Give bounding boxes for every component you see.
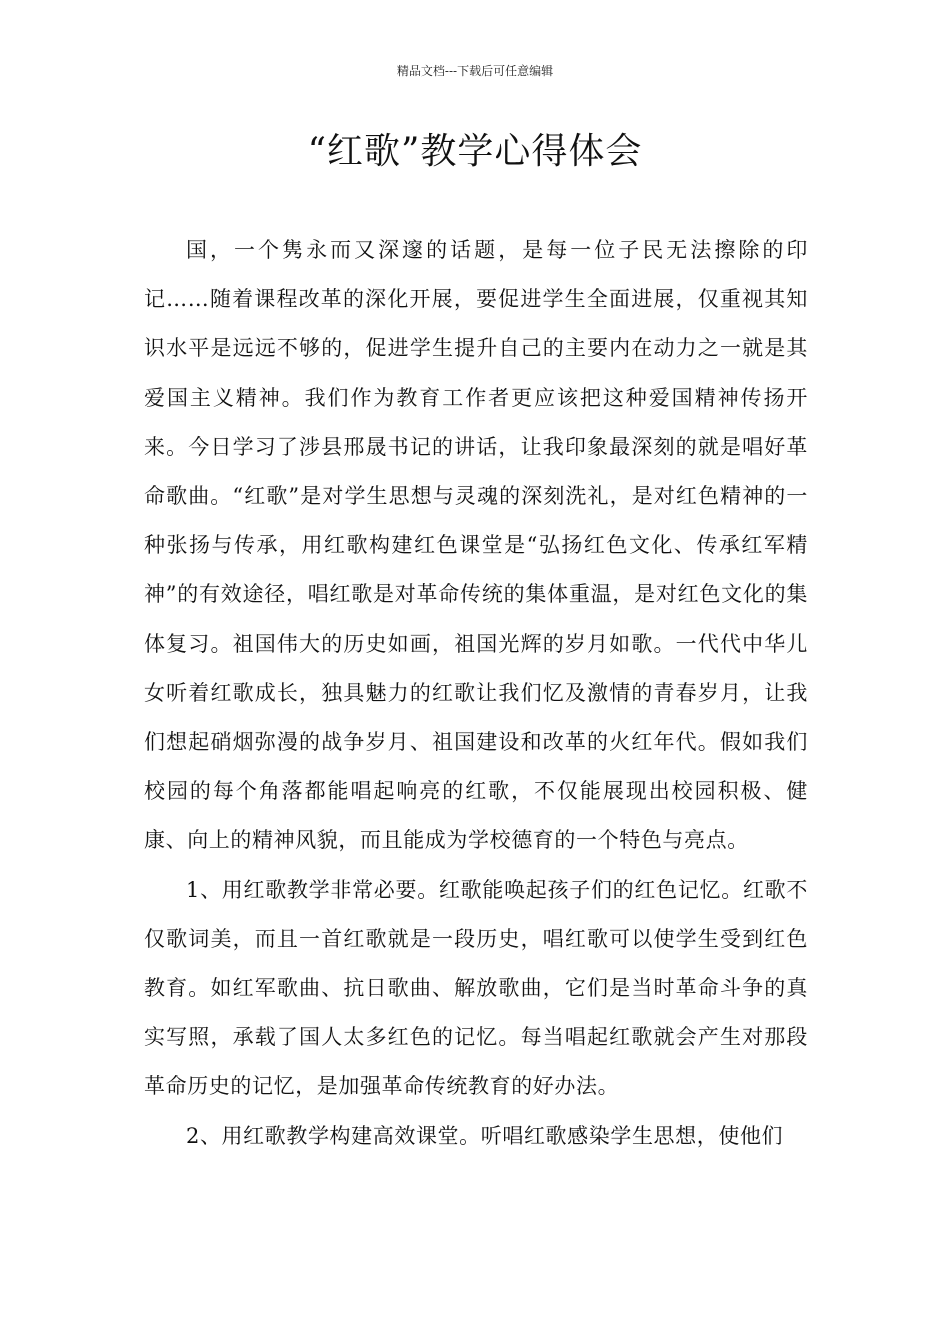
paragraph-point-2: 2、用红歌教学构建高效课堂。听唱红歌感染学生思想，使他们 — [186, 1123, 784, 1148]
document-body — [144, 226, 808, 1161]
paragraph-intro: 国，一个隽永而又深邃的话题，是每一位子民无法擦除的印记……随着课程改革的深化开展，要促进学生全面进展，仅重视其知识水平是远远不够的，促进学生提升自己的主要内在动力之一就是其爱国主义精神。我们作为教育工作者更应该把这种爱国精神传扬开来。今日学习了涉县邢晟书记的讲话，让我印象最深刻的就是唱好革命歌曲。“红歌”是对学生思想与灵魂的深刻洗礼，是对红色精神的一种张扬与传承，用红歌构建红色课堂是“弘扬红色文化、传承红军精神”的有效途径，唱红歌是对革命传统的集体重温，是对红色文化的集体复习。祖国伟大的历史如画，祖国光辉的岁月如歌。一代代中华儿女听着红歌成长，独具魅力的红歌让我们忆及激情的青春岁月，让我们想起硝烟弥漫的战争岁月、祖国建设和改革的火红年代。假如我们校园的每个角落都能唱起响亮的红歌，不仅能展现出校园积极、健康、向上的精神风貌，而且能成为学校德育的一个特色与亮点。 — [144, 238, 808, 853]
page-header: 精品文档---下载后可任意编辑 — [396, 64, 554, 78]
document-title: “红歌”教学心得体会 — [307, 131, 643, 172]
paragraph-point-1: 1、用红歌教学非常必要。红歌能唤起孩子们的红色记忆。红歌不仅歌词美，而且一首红歌就是一段历史，唱红歌可以使学生受到红色教育。如红军歌曲、抗日歌曲、解放歌曲，它们是当时革命斗争的真实写照，承载了国人太多红色的记忆。每当唱起红歌就会产生对那段革命历史的记忆，是加强革命传统教育的好办法。 — [144, 877, 808, 1099]
